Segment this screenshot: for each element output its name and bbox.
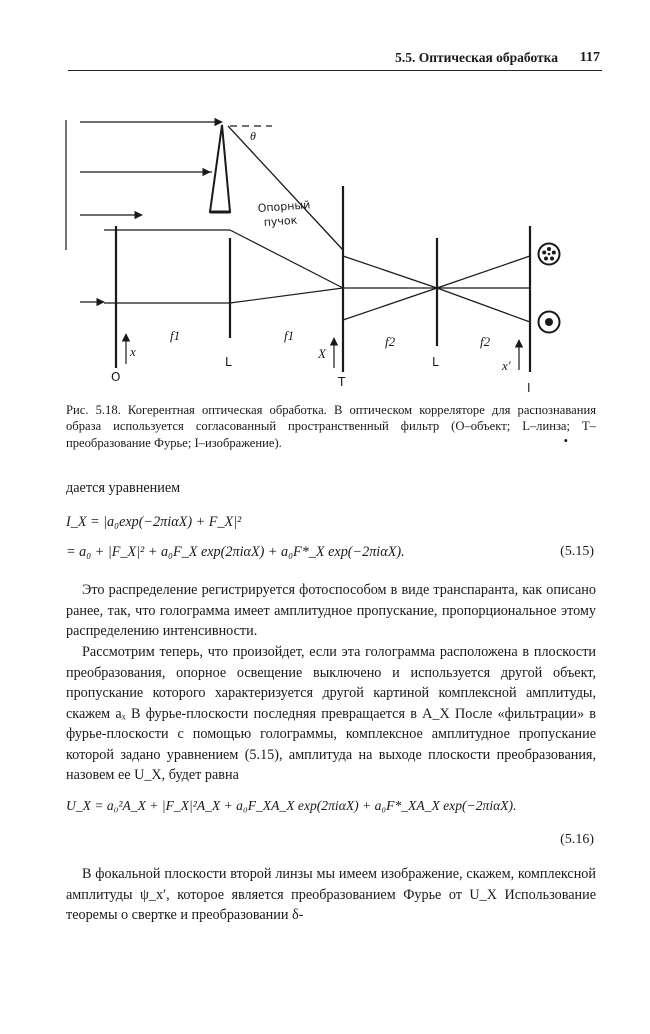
plane-label-I: I — [527, 381, 531, 395]
paragraph: Это распределение регистрируется фотоспособом в виде транспаранта, как описано ранее, так, что голограмма имеет амплитудное пропускание, пропорциональное этому распределению интенсивности. — [66, 582, 596, 639]
correlation-peak-icon — [539, 244, 560, 265]
caption-text: Рис. 5.18. Когерентная оптическая обработка. В оптическом корреляторе для распознавания образа используется согласованный пространственный фильтр (O–объект; L–линза; T–преобразование Фурье; I–изображение). — [66, 403, 596, 450]
figure-caption — [66, 402, 596, 451]
running-header — [68, 48, 602, 71]
reference-beam-label-2: пучок — [263, 213, 298, 229]
equation-number-5-16: (5.16) — [560, 832, 594, 847]
equation-5-15-line-1: I_X = |a₀exp(−2πiαX) + F_X|² — [66, 514, 242, 530]
focal-label: f2 — [385, 334, 396, 349]
equation-number-5-15: (5.15) — [560, 544, 594, 559]
reference-beam-label: Опорный — [257, 198, 311, 215]
axis-label-X: X — [318, 346, 326, 361]
focal-label: f2 — [480, 334, 491, 349]
plane-label-O: O — [111, 370, 121, 384]
plane-label-L: L — [225, 355, 232, 369]
image-spot-icon — [539, 312, 560, 333]
equation-5-16: U_X = a₀²A_X + |F_X|²A_X + a₀F_XA_X exp(2πiαX) + a₀F*_XA_X exp(−2πiαX). — [66, 798, 517, 813]
focal-label: f1 — [284, 328, 295, 343]
angle-theta: θ — [250, 129, 256, 143]
page-number: 117 — [579, 50, 600, 65]
paragraph: Рассмотрим теперь, что произойдет, если эта голограмма расположена в плоскости преобразования, опорное освещение выключено и используется другой объект, пропускание которого характеризуется другой картиной комплексной амплитуды, скажем aₓ В фурье-плоскости последняя превращается в A_X После «фильтрации» в фурье-плоскости с помощью голограммы, комплексное амплитудное пропускание которой задано уравнением (5.15), амплитуда на выходе плоскости преобразования, назовем ее U_X, будет равна — [66, 644, 596, 783]
focal-label: f1 — [170, 328, 181, 343]
prism — [210, 125, 230, 212]
paragraph: В фокальной плоскости второй линзы мы имеем изображение, скажем, комплексной амплитуды ψ_x′, которое является преобразованием Фурье от U_X Использование теоремы о свертке и преобразовании δ- — [66, 866, 596, 923]
section-title: 5.5. Оптическая обработка — [395, 50, 558, 65]
axis-label-x-prime: x′ — [502, 358, 511, 373]
reference-beam-to-T — [228, 126, 343, 250]
equation-5-15-line-2: = a₀ + |F_X|² + a₀F_X exp(2πiαX) + a₀F*_X exp(−2πiαX). — [66, 544, 405, 560]
optical-correlator-diagram — [0, 100, 650, 400]
caption-end-mark: • — [563, 433, 568, 448]
intro-line: дается уравнением — [66, 480, 181, 496]
plane-label-T: T — [338, 375, 346, 389]
axis-label-x: x — [130, 344, 136, 359]
plane-label-L: L — [432, 355, 439, 369]
